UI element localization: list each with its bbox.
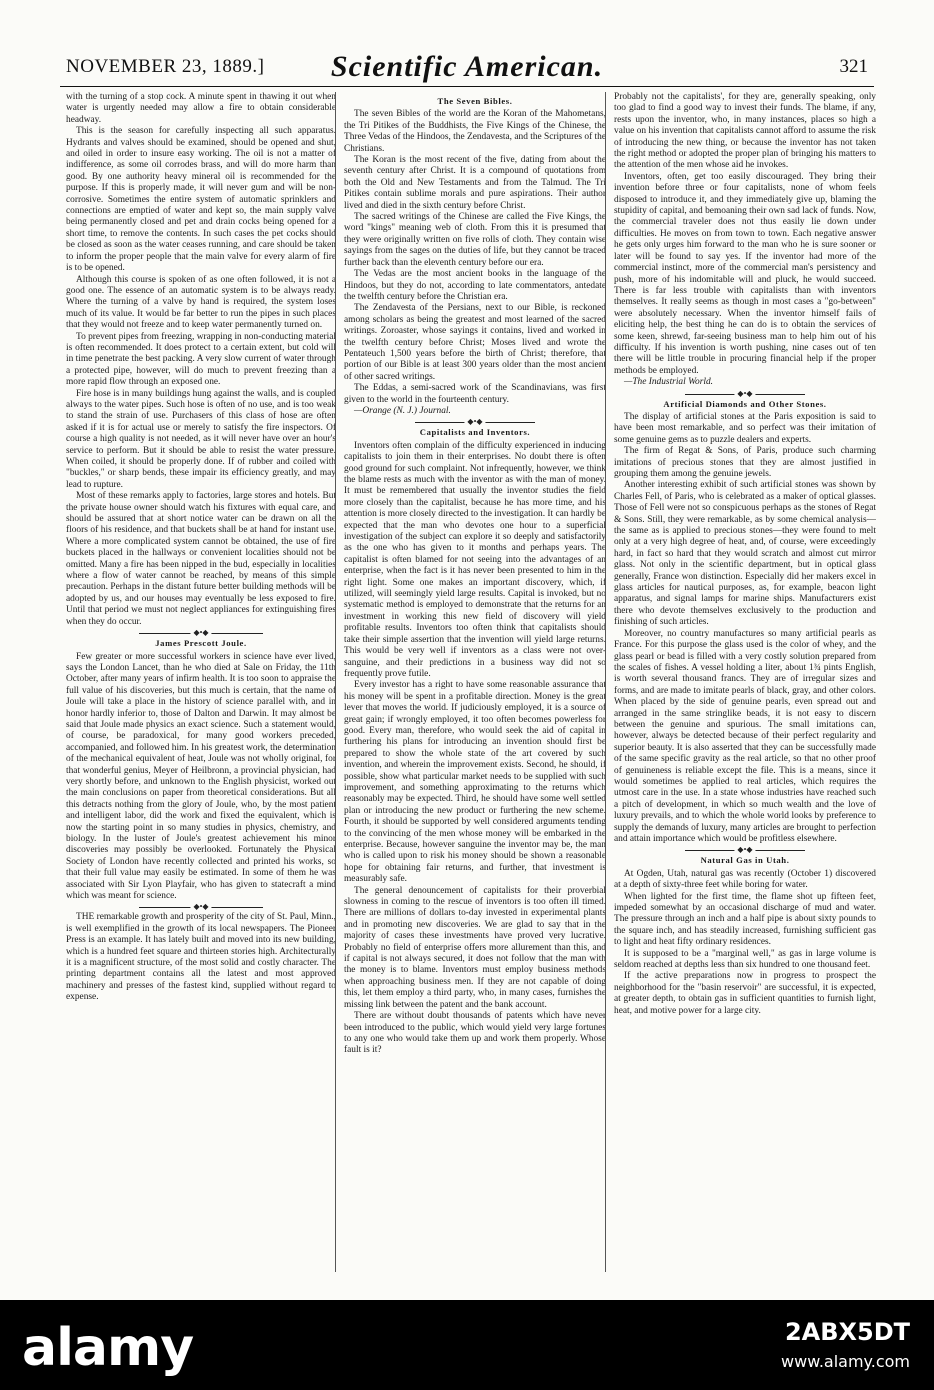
paragraph: If the active preparations now in progress to prospect the neighborhood for the "basin reservoir" are successful, it is expected, at greater depth, to obtain gas in sufficient quantities to furnish light, heat, and motive power for a large city.	[614, 971, 876, 1016]
section-divider	[139, 633, 263, 634]
issue-date: NOVEMBER 23, 1889.]	[66, 56, 265, 77]
page-number: 321	[839, 56, 868, 77]
masthead-title: Scientific American.	[330, 50, 604, 83]
source-credit: —Orange (N. J.) Journal.	[354, 405, 451, 416]
site-url: www.alamy.com	[781, 1352, 910, 1371]
paragraph: To prevent pipes from freezing, wrapping in non-conducting material is often recommended. It does protect to a certain extent, but cold will in time penetrate the best packing. A very slow current of water through a protected pipe, however, will do much to prevent freezing than a more rapid flow through an exposed one.	[66, 331, 336, 388]
paragraph: The general denouncement of capitalists for their proverbial slowness in coming to the rescue of inventors is too often ill timed. There are millions of dollars to-day invested in experimental plants and in promoting new discoveries. We are glad to say that in the majority of cases these investments have proved very lucrative. Probably no field of enterprise offers more allurement than this, and if capital is not always secured, it does not follow that the man with the money is to blame. Inventors must employ business methods when approaching business men. If they are not capable of doing this, let them employ a third party, who, in many cases, furnishes the missing link between the patent and the bank account.	[344, 885, 606, 1010]
column-3	[605, 92, 876, 1272]
paragraph-st-paul: THE remarkable growth and prosperity of the city of St. Paul, Minn., is well exemplified in the growth of its local newspapers. The Pioneer Press is an example. It has lately built and moved into its new building, which is a hundred feet square and thirteen stories high. Architecturally it is a magnificent structure, of the most solid and costly character. The printing department contains all the latest and most approved machinery and presses of the fastest kind, supplied without regard to expense.	[66, 912, 336, 1003]
paragraph: Every investor has a right to have some reasonable assurance that his money will be spent in a profitable direction. Money is the great lever that moves the world. If judiciously employed, it is a source of great gain; if wrongly employed, it too often becomes powerless for good. Every man, therefore, who would seek the aid of capital in furthering his plans for introducing an invention should first be prepared to show the whole state of the art covered by such invention, and wherein the improvement exists. Second, he should, if possible, show what particular market needs to be supplied with such improvement, and something approximating to the returns which reasonably may be expected. Third, he should have some well settled plan or introducing the new product or furthering the new scheme. Fourth, it should be supported by well considered arguments tending to the convincing of the men whose money will be embarked in the enterprise. Because, however sanguine the inventor may be, the man who is called upon to risk his money should be shown a reasonable hope for obtaining fair returns, and further, that investment is measurably safe.	[344, 680, 606, 885]
article-heading-diamonds: Artificial Diamonds and Other Stones.	[663, 398, 827, 409]
article-heading-seven-bibles: The Seven Bibles.	[437, 96, 513, 106]
paragraph: Fire hose is in many buildings hung against the walls, and is coupled always to the water pipes. Such hose is often of no use, and is too weak to stand the strain of use. Purchasers of this class of hose are often asked if it is for actual use or merely to satisfy the fire inspectors. Of course a high quality is not needed, as it will never have over an hour's service to perform. But it should be able to resist the water pressure. When coiled, it should be properly done. If of rubber and coiled with "buckles," or sharp bends, these impair its efficiency greatly, and may lead to rupture.	[66, 388, 336, 490]
paragraph: Inventors, often, get too easily discouraged. They bring their invention before three or four capitalists, none of whom feels disposed to introduce it, and they immediately give up, blaming the stupidity of capital, and bemoaning their own sad lack of funds. Now, the commercial traveler does not thus easily lie down under difficulties. He moves on from town to town. Each negative answer he gets only urges him forward to the man who he is sure sooner or later will be found to say yes. If the inventor had more of the commercial instinct, more of the commercial man's persistency and push, more of his indomitable will and pluck, he would succeed. There is far less trouble with capitalists than with inventors themselves. It really seems as though in most cases a "go-between" were absolutely necessary. When the inventor himself fails of eliciting help, the best thing he can do is to obtain the services of some keen, shrewd, far-seeing business man to help him out of his difficulty. If his invention is worth pushing, nine cases out of ten there will be little trouble in procuring financial help if the proper methods be employed.	[614, 171, 876, 376]
paragraph: This is the season for carefully inspecting all such apparatus. Hydrants and valves should be examined, should be opened and shut, and oiled in order to insure easy working. The oil is not a matter of indifference, as some oil corrodes brass, and will do more harm than good. By one authority heavy mineral oil is recommended for the purpose. If this is properly made, it will never gum and will be non-corrosive. Sometimes the entire system of automatic sprinklers and connections are emptied of water and kept so, the main supply valve being permanently closed and pet and drain cocks being opened for a short time, to remove the contents. In such cases the pet cocks should be closed as soon as the water ceases running, and care should be taken to inform the proper people that the main valve for every alarm of fire is to be opened.	[66, 126, 336, 274]
section-divider	[685, 850, 806, 851]
paragraph: It is supposed to be a "marginal well," as gas in large volume is seldom reached at depths less than six hundred to one thousand feet.	[614, 948, 876, 971]
section-divider	[415, 422, 536, 423]
paragraph: Few greater or more successful workers in science have ever lived, says the London Lancet, than he who died at Sale on Friday, the 11th October, after many years of infirm health. It is too soon to appraise the full value of his discoveries, but this much is certain, that the name of Joule will take a place in the history of science parallel with, and in honor hardly inferior to, those of Dalton and Darwin. It may almost be said that Joule made physics an exact science. Such a statement would, of course, be paradoxical, for many good workers preceded, accompanied, and followed him. In his greatest work, the determination of the mechanical equivalent of heat, Joule was not wholly original, for that wonderful genius, Meyer of Heilbronn, a provincial physician, had very shortly before, and unknown to the English physicist, worked out the main conclusions on paper from theoretical considerations. But all this detracts nothing from the glory of Joule, who, by the most patient and intelligent labor, did the work and fixed the equivalent, which is now the starting point in so many studies in physics, chemistry, and biology. In the luster of Joule's greatest achievement his minor discoveries may possibly be overlooked. Fortunately the Physical Society of London have recently collected and printed his works, so that their full value may easily be estimated. In some of them he was associated with Sir Lyon Playfair, who has given to statecraft a mind which was meant for science.	[66, 651, 336, 902]
paragraph: Although this course is spoken of as one often followed, it is not a good one. The essence of an automatic system is to be always ready. Where the turning of a valve by hand is required, the system loses much of its value. It would be far better to run the pipes in such places that they would not freeze and to keep water permanently turned on.	[66, 274, 336, 331]
paragraph: The sacred writings of the Chinese are called the Five Kings, the word "kings" meaning web of cloth. From this it is presumed that they were originally written on five rolls of cloth. They contain wise sayings from the sages on the duties of life, but they cannot be traced further back than the eleventh century before our era.	[344, 212, 606, 268]
paragraph: At Ogden, Utah, natural gas was recently (October 1) discovered at a depth of sixty-three feet while boring for water.	[614, 868, 876, 891]
alamy-logo: alamy	[22, 1318, 194, 1378]
column-1	[66, 92, 336, 1272]
paragraph: Inventors often complain of the difficulty experienced in inducing capitalists to join them in their enterprises. No doubt there is often good ground for such complaint. Not infrequently, however, we think the blame rests as much with the inventor as with the man of money. It must be remembered that usually the inventor studies the field more closely than the capitalist, because he has more time, and his attention is more closely directed to the investigation. It can hardly be expected that the man who devotes one hour to a superficial investigation of the subject can explore it so deeply and satisfactorily as the one who has given to it months and perhaps years. The capitalist is often blamed for not seeing into the advantages of an enterprise, when the fact is it has never been presented to him in the right light. Some one makes an important discovery, which, if utilized, will seemingly yield large results. Capital is invoked, but no systematic method is employed to demonstrate that the returns for an investment in working this new field of discovery will yield profitable results. Inventors too often think that capitalists should take their simple assertion that the invention will yield large returns. This would be very well if inventors as a class were not over-sanguine, and their predictions in a business way did not so frequently prove futile.	[344, 440, 606, 679]
stock-photo-footer	[0, 1300, 934, 1390]
paragraph: Another interesting exhibit of such artificial stones was shown by Charles Fell, of Paris, who is celebrated as a maker of optical glasses. Those of Fell were not so conspicuous perhaps as the stones of Regat & Sons. Still, they were remarkable, as by some chemical analysis—the same as is applied to precious stones—they were found to melt only at a very high degree of heat, and, of course, were exceedingly hard, in fact so hard that they would scratch and almost cut mirror glass. Not only in the scientific department, but in optical glass generally, France won distinction. Especially did her makers excel in glass articles for nautical purposes, as, for example, beacon light apparatus, and signal lamps for marine ships. Manufacturers exist there who devote themselves exclusively to the production and finishing of such articles.	[614, 480, 876, 628]
paragraph: The firm of Regat & Sons, of Paris, produce such charming imitations of precious stones that they are almost justified in grouping them among the genuine jewels.	[614, 446, 876, 479]
paragraph: The seven Bibles of the world are the Koran of the Mahometans, the Tri Pitikes of the Buddhists, the Five Kings of the Chinese, the Three Vedas of the Hindoos, the Zendavesta, and the Scriptures of the Christians.	[344, 109, 606, 154]
paragraph: with the turning of a stop cock. A minute spent in thawing it out when water is urgently needed may allow a fire to obtain considerable headway.	[66, 92, 336, 125]
paragraph: Most of these remarks apply to factories, large stores and hotels. But the private house owner should watch his fixtures with equal care, and should be assured that at short notice water can be drawn on all the floors of his residence, and that buckets shall be at hand for instant use. Where a more complicated system cannot be obtained, the use of fire buckets placed in the hallways or convenient localities should not be omitted. Many a fire has been nipped in the bud, especially in localities where a flow of water cannot be reached, by means of this simple precaution. Perhaps in the distant future better building methods will be adopted by us, and our houses may eventually be less exposed to fire. Until that period we must not neglect appliances for extinguishing fires when they do occur.	[66, 491, 336, 627]
article-heading-joule: James Prescott Joule.	[155, 638, 247, 649]
section-divider	[139, 907, 263, 908]
fire-article	[66, 92, 336, 628]
paragraph: Probably not the capitalists', for they are, generally speaking, only too glad to find a good way to invest their funds. The blame, if any, rests upon the inventor, who, in many instances, places so high a value on his invention that capitalists cannot afford to assume the risk of introducing the new thing, or because the inventor has not taken the right method or adopted the proper plan of bringing his matters to the attention of the men whose aid he invokes.	[614, 92, 876, 171]
paragraph: The display of artificial stones at the Paris exposition is said to have been most remarkable, and so perfect was their imitation of some genuine gems as to puzzle dealers and experts.	[614, 411, 876, 445]
page-header	[60, 48, 874, 87]
paragraph: The Vedas are the most ancient books in the language of the Hindoos, but they do not, according to late commentators, antedate the twelfth century before the Christian era.	[344, 269, 606, 302]
paragraph: The Zendavesta of the Persians, next to our Bible, is reckoned among scholars as being the greatest and most learned of the sacred writings. Zoroaster, whose sayings it contains, lived and worked in the twelfth century before Christ; Moses lived and wrote the Pentateuch 1,500 years before the birth of Christ; therefore, that portion of our Bible is at least 300 years older than the most ancient of other sacred writings.	[344, 303, 606, 382]
paragraph: Moreover, no country manufactures so many artificial pearls as France. For this purpose the glass used is the color of whey, and the glass pearl or bead is filled with a very costly solution prepared from the scales of fishes. A vessel holding a liter, about 1¾ pints English, is worth several thousand francs. They are of irregular sizes and forms, and are made to imitate pearls of black, gray, and other colors. When placed by the side of genuine pearls, even spread out and arranged in the same stringlike beads, it is not easy to discern between the genuine and spurious. The small imitations can, however, always be detected because of their perfect regularity and superior beauty. It is also asserted that they can be successfully made of the same specific gravity as the real article, so that no other proof of genuineness is reliable except the file. This is a means, since it would sometimes be applied to real articles, which requires the utmost care in the use. In a state whose industries have reached such a pitch of development, in which so much wealth and the love of luxury prevails, and to which the whole world looks by preference to supply the demands of luxury, many articles are brought to perfection and attain importance which would be profitless elsewhere.	[614, 628, 876, 844]
paragraph: The Eddas, a semi-sacred work of the Scandinavians, was first given to the world in the fourteenth century.	[344, 383, 606, 405]
image-code: 2ABX5DT	[784, 1318, 910, 1346]
article-heading-capitalists: Capitalists and Inventors.	[419, 427, 531, 438]
article-heading-natural-gas: Natural Gas in Utah.	[700, 855, 790, 866]
source-credit: —The Industrial World.	[624, 377, 713, 388]
paragraph: The Koran is the most recent of the five, dating from about the seventh century after Christ. It is a compound of quotations from both the Old and New Testaments and from the Talmud. The Tri Pitikes contain sublime morals and pure aspirations. Their author lived and died in the sixth century before Christ.	[344, 155, 606, 211]
paragraph: When lighted for the first time, the flame shot up fifteen feet, impeded somewhat by an occasional discharge of mud and water. The pressure through an inch and a half pipe is about sixty pounds to the square inch, and has steadily increased, furnishing sufficient gas to light and heat fifty ordinary residences.	[614, 891, 876, 948]
paragraph: There are without doubt thousands of patents which have never been introduced to the public, which would yield very large fortunes to any one who would take them up and work them properly. Whose fault is it?	[344, 1011, 606, 1056]
section-divider	[685, 394, 806, 395]
column-2	[335, 92, 606, 1272]
